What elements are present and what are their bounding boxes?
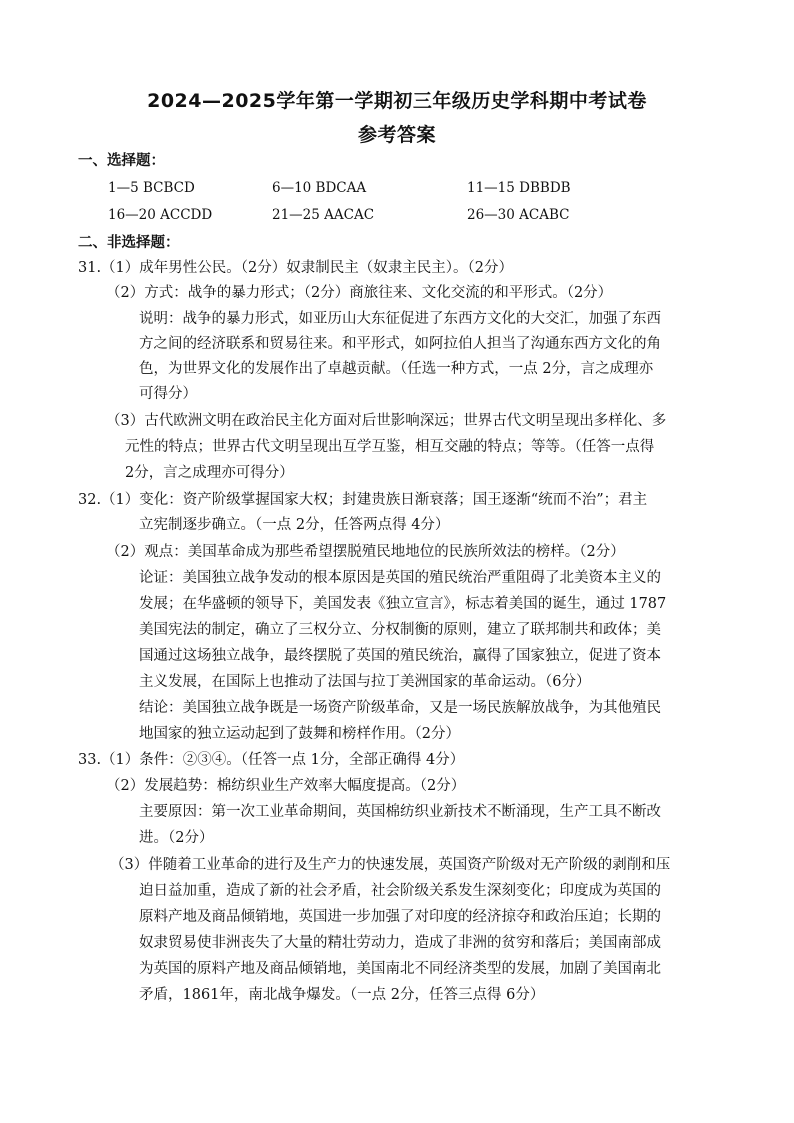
answer-line: 美国宪法的制定，确立了三权分立、分权制衡的原则，建立了联邦制共和政体；美: [139, 622, 661, 638]
answer-line: 2分，言之成理亦可得分）: [125, 465, 294, 481]
answer-line: 国通过这场独立战争，最终摆脱了英国的殖民统治，赢得了国家独立，促进了资本: [139, 648, 661, 664]
answer-line: （3）古代欧洲文明在政治民主化方面对后世影响深远；世界古代文明呈现出多样化、多: [106, 413, 667, 429]
answer-line: 论证：美国独立战争发动的根本原因是英国的殖民统治严重阻碍了北美资本主义的: [139, 570, 661, 586]
answer-line: 奴隶贸易使非洲丧失了大量的精壮劳动力，造成了非洲的贫穷和落后；美国南部成: [139, 935, 661, 951]
section-heading-choice: 一、选择题：: [78, 153, 165, 169]
section-heading-nonchoice: 二、非选择题：: [78, 235, 180, 251]
answer-line: 33.（1）条件：②③④。（任答一点 1分，全部正确得 4分）: [78, 752, 465, 768]
answer-group: 1—5 BCBCD: [108, 180, 195, 196]
answer-line: 主义发展，在国际上也推动了法国与拉丁美洲国家的革命运动。（6分）: [139, 674, 591, 690]
page-title: 2024—2025学年第一学期初三年级历史学科期中考试卷: [147, 90, 647, 112]
answer-line: 31.（1）成年男性公民。（2分）奴隶制民主（奴隶主民主）。（2分）: [78, 260, 513, 276]
answer-line: 说明：战争的暴力形式，如亚历山大东征促进了东西方文化的大交汇，加强了东西: [139, 311, 661, 327]
answer-line: （2）发展趋势：棉纺织业生产效率大幅度提高。（2分）: [106, 778, 466, 794]
answer-group: 6—10 BDCAA: [272, 180, 367, 196]
answer-line: 立宪制逐步确立。（一点 2分，任答两点得 4分）: [139, 517, 450, 533]
answer-line: 32.（1）变化：资产阶级掌握国家大权；封建贵族日渐衰落；国王逐渐“统而不治”；君主: [78, 492, 648, 508]
answer-line: 主要原因：第一次工业革命期间，英国棉纺织业新技术不断涌现，生产工具不断改: [139, 804, 661, 820]
answer-line: （2）方式：战争的暴力形式；（2分）商旅往来、文化交流的和平形式。（2分）: [106, 285, 613, 301]
answer-line: 迫日益加重，造成了新的社会矛盾，社会阶级关系发生深刻变化；印度成为英国的: [139, 883, 661, 899]
answer-line: 发展；在华盛顿的领导下，美国发表《独立宣言》，标志着美国的诞生，通过 1787: [139, 596, 667, 612]
answer-group: 16—20 ACCDD: [108, 207, 213, 223]
answer-line: 原料产地及商品倾销地，英国进一步加强了对印度的经济掠夺和政治压迫；长期的: [139, 909, 661, 925]
answer-line: 色，为世界文化的发展作出了卓越贡献。（任选一种方式，一点 2分，言之成理亦: [139, 361, 654, 377]
answer-line: 为英国的原料产地及商品倾销地，美国南北不同经济类型的发展，加剧了美国南北: [139, 961, 661, 977]
answer-line: 矛盾，1861年，南北战争爆发。（一点 2分，任答三点得 6分）: [139, 987, 545, 1003]
answer-line: 结论：美国独立战争既是一场资产阶级革命，又是一场民族解放战争，为其他殖民: [139, 700, 661, 716]
answer-line: 元性的特点；世界古代文明呈现出互学互鉴，相互交融的特点；等等。（任答一点得: [125, 439, 655, 455]
answer-line: （2）观点：美国革命成为那些希望摆脱殖民地地位的民族所效法的榜样。（2分）: [106, 544, 625, 560]
answer-group: 21—25 AACAC: [272, 207, 375, 223]
answer-line: 地国家的独立运动起到了鼓舞和榜样作用。（2分）: [139, 726, 460, 742]
answer-line: 可得分）: [139, 386, 197, 402]
page-subtitle: 参考答案: [357, 124, 436, 146]
answer-line: （3）伴随着工业革命的进行及生产力的快速发展，英国资产阶级对无产阶级的剥削和压: [110, 857, 671, 873]
answer-group: 11—15 DBBDB: [467, 180, 571, 196]
answer-group: 26—30 ACABC: [467, 207, 570, 223]
answer-line: 进。（2分）: [139, 830, 214, 846]
answer-line: 方之间的经济联系和贸易往来。和平形式，如阿拉伯人担当了沟通东西方文化的角: [139, 336, 661, 352]
